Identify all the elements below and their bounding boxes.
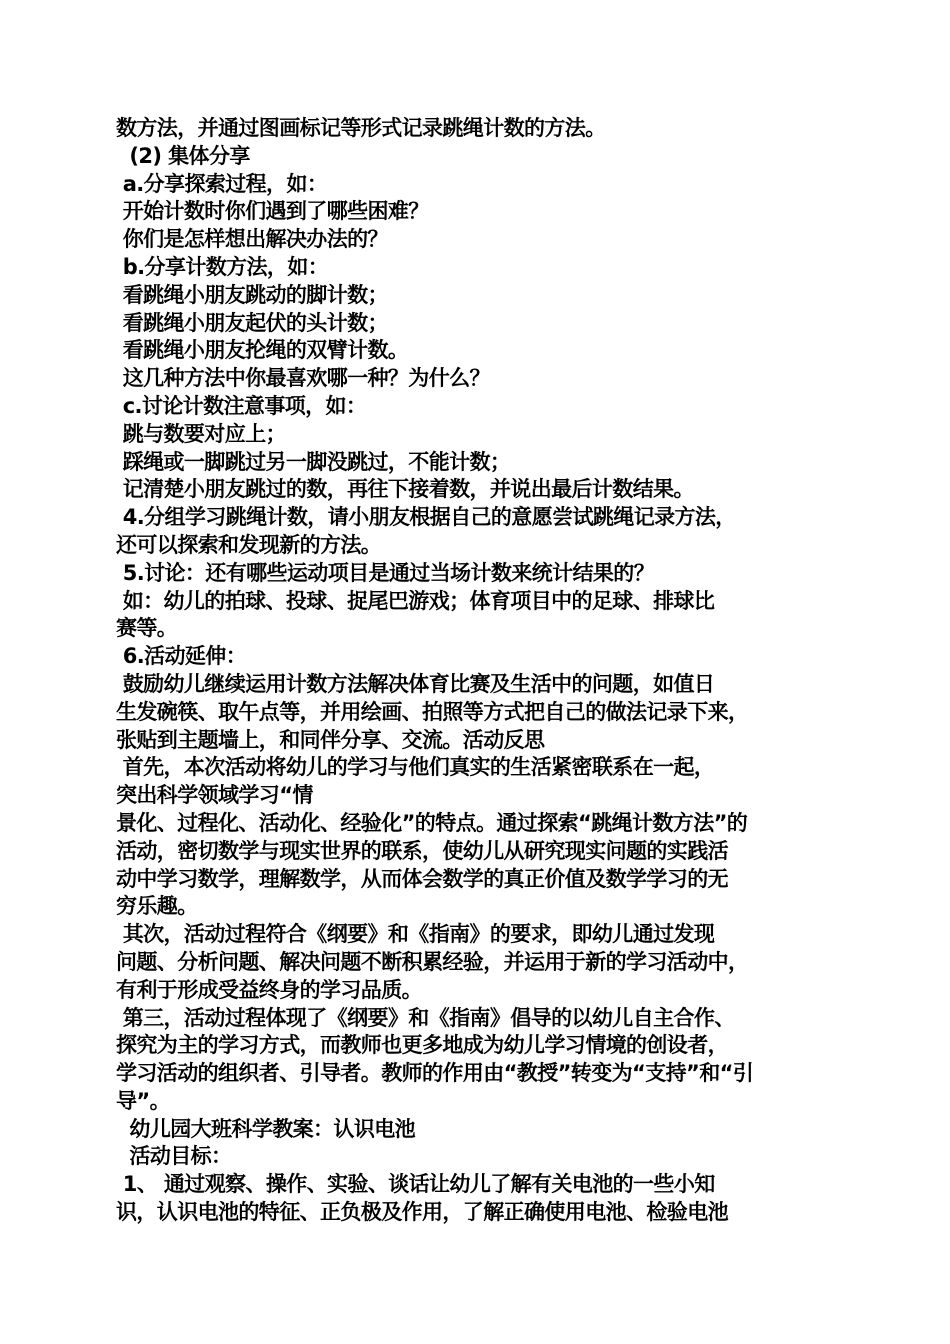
text-line: 跳与数要对应上； — [116, 421, 286, 446]
text-line: 4.分组学习跳绳计数，请小朋友根据自己的意愿尝试跳绳记录方法， — [116, 505, 736, 530]
text-line: 看跳绳小朋友抡绳的双臂计数。 — [116, 338, 409, 363]
text-line: 生发碗筷、取午点等，并用绘画、拍照等方式把自己的做法记录下来， — [116, 699, 749, 724]
text-line: c.讨论计数注意事项，如： — [116, 393, 367, 418]
text-line: 这几种方法中你最喜欢哪一种？为什么？ — [116, 366, 490, 391]
text-line: 数方法，并通过图画标记等形式记录跳绳计数的方法。 — [116, 116, 606, 140]
text-line: 动中学习数学，理解数学，从而体会数学的真正价值及数学学习的无 — [116, 866, 728, 891]
text-line: 穷乐趣。 — [116, 894, 198, 919]
text-line: 问题、分析问题、解决问题不断积累经验，并运用于新的学习活动中， — [116, 949, 749, 974]
text-line: 其次，活动过程符合《纲要》和《指南》的要求，即幼儿通过发现 — [116, 922, 715, 947]
text-line: 记清楚小朋友跳过的数，再往下接着数，并说出最后计数结果。 — [116, 477, 694, 502]
document-body — [116, 115, 856, 1227]
text-line: a.分享探索过程，如： — [116, 171, 328, 196]
text-line: 赛等。 — [116, 616, 178, 641]
text-line: 6.活动延伸： — [116, 644, 247, 669]
text-line: b.分享计数方法，如： — [116, 254, 329, 279]
text-line: 首先，本次活动将幼儿的学习与他们真实的生活紧密联系在一起， — [116, 755, 715, 780]
heading-line: 幼儿园大班科学教案：认识电池 — [116, 1116, 416, 1141]
text-line: 探究为主的学习方式，而教师也更多地成为幼儿学习情境的创设者， — [116, 1033, 728, 1058]
text-line: 看跳绳小朋友起伏的头计数； — [116, 310, 388, 335]
text-line: (2) 集体分享 — [116, 143, 250, 168]
text-line: 识，认识电池的特征、正负极及作用，了解正确使用电池、检验电池 — [116, 1200, 728, 1225]
text-line: 踩绳或一脚跳过另一脚没跳过，不能计数； — [116, 449, 511, 474]
text-line: 看跳绳小朋友跳动的脚计数； — [116, 282, 388, 307]
text-line: 张贴到主题墙上，和同伴分享、交流。活动反思 — [116, 727, 545, 752]
text-line: 导”。 — [116, 1088, 171, 1113]
text-line: 第三，活动过程体现了《纲要》和《指南》倡导的以幼儿自主合作、 — [116, 1005, 735, 1030]
text-line: 如：幼儿的拍球、投球、捉尾巴游戏；体育项目中的足球、排球比 — [116, 588, 715, 613]
text-line: 活动目标： — [116, 1144, 232, 1169]
text-line: 1、 通过观察、操作、实验、谈话让幼儿了解有关电池的一些小知 — [116, 1172, 715, 1197]
text-line: 5.讨论：还有哪些运动项目是通过当场计数来统计结果的？ — [116, 560, 655, 585]
text-line: 活动，密切数学与现实世界的联系，使幼儿从研究现实问题的实践活 — [116, 838, 728, 863]
text-line: 景化、过程化、活动化、经验化”的特点。通过探索“跳绳计数方法”的 — [116, 810, 748, 835]
text-line: 突出科学领域学习“情 — [116, 783, 313, 808]
text-line: 鼓励幼儿继续运用计数方法解决体育比赛及生活中的问题，如值日 — [116, 671, 715, 696]
text-line: 开始计数时你们遇到了哪些困难？ — [116, 199, 429, 224]
text-line: 你们是怎样想出解决办法的？ — [116, 227, 388, 252]
text-line: 有利于形成受益终身的学习品质。 — [116, 977, 422, 1002]
text-line: 学习活动的组织者、引导者。教师的作用由“教授”转变为“支持”和“引 — [116, 1061, 754, 1086]
text-line: 还可以探索和发现新的方法。 — [116, 532, 382, 557]
